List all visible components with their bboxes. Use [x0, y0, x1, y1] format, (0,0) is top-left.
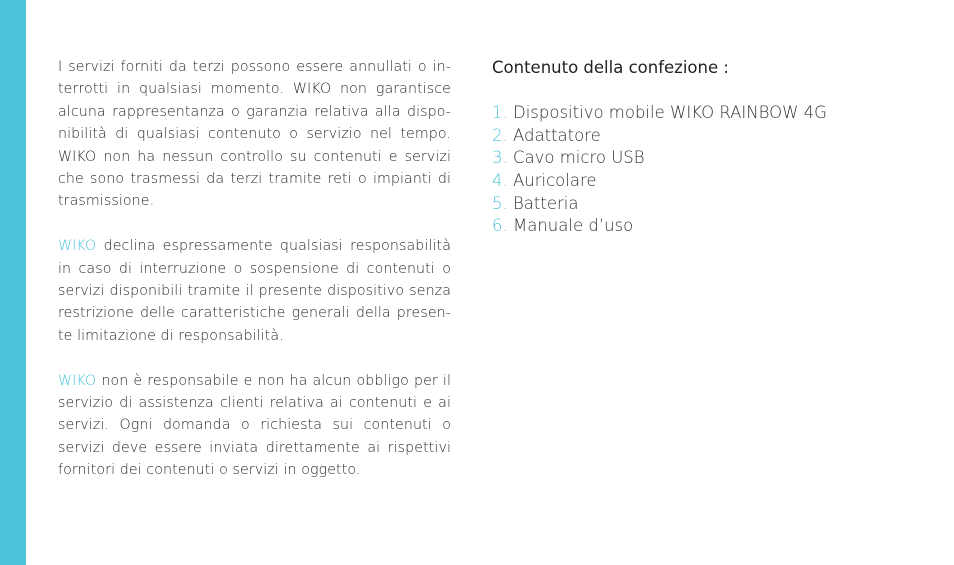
- item-label: Dispositivo mobile WIKO RAINBOW 4G: [513, 103, 827, 123]
- item-number: 4.: [492, 170, 508, 190]
- box-contents-title: Contenuto della confezione :: [492, 58, 729, 77]
- box-contents-list: [492, 102, 932, 238]
- disclaimer-paragraph-1: [58, 56, 451, 213]
- item-number: 5.: [492, 193, 508, 213]
- item-label: Cavo micro USB: [513, 148, 645, 168]
- item-label: Batteria: [513, 193, 579, 213]
- box-contents-section: [492, 57, 932, 238]
- list-item: [492, 147, 932, 170]
- item-number: 3.: [492, 148, 508, 168]
- list-item: [492, 215, 932, 238]
- disclaimer-text-2: declina espressamente qualsiasi responsabilità in caso di interruzione o sospensione di contenuti o servizi disponibili tramite il presente dispositivo senza restrizione delle caratteristiche generali della presen-te limitazione di responsabilità.: [58, 238, 451, 344]
- list-item: [492, 193, 932, 216]
- disclaimer-text-1: I servizi forniti da terzi possono essere annullati o in-terrotti in qualsiasi momento. WIKO non garantisce alcuna rappresentanza o garanzia relativa alla dispo-nibilità di qualsiasi contenuto o servizio nel tempo. WIKO non ha nessun controllo su contenuti e servizi che sono trasmessi da terzi tramite reti o impianti di trasmissione.: [58, 59, 451, 210]
- item-number: 1.: [492, 103, 508, 123]
- item-label: Adattatore: [513, 125, 601, 145]
- brand-name: WIKO: [58, 238, 97, 255]
- disclaimer-paragraph-3: [58, 370, 451, 482]
- disclaimer-column: [58, 56, 451, 482]
- item-number: 2.: [492, 125, 508, 145]
- item-number: 6.: [492, 216, 508, 236]
- disclaimer-paragraph-2: [58, 235, 451, 347]
- disclaimer-text-3: non è responsabile e non ha alcun obbligo per il servizio di assistenza clienti relativa ai contenuti e ai servizi. Ogni domanda o richiesta sui contenuti o servizi deve essere inviata direttamente ai rispettivi fornitori dei contenuti o servizi in oggetto.: [58, 372, 451, 479]
- item-label: Auricolare: [513, 170, 597, 190]
- side-accent-bar: [0, 0, 26, 565]
- brand-name: WIKO: [58, 372, 97, 389]
- list-item: [492, 125, 932, 148]
- list-item: [492, 170, 932, 193]
- item-label: Manuale d’uso: [513, 216, 634, 236]
- list-item: [492, 102, 932, 125]
